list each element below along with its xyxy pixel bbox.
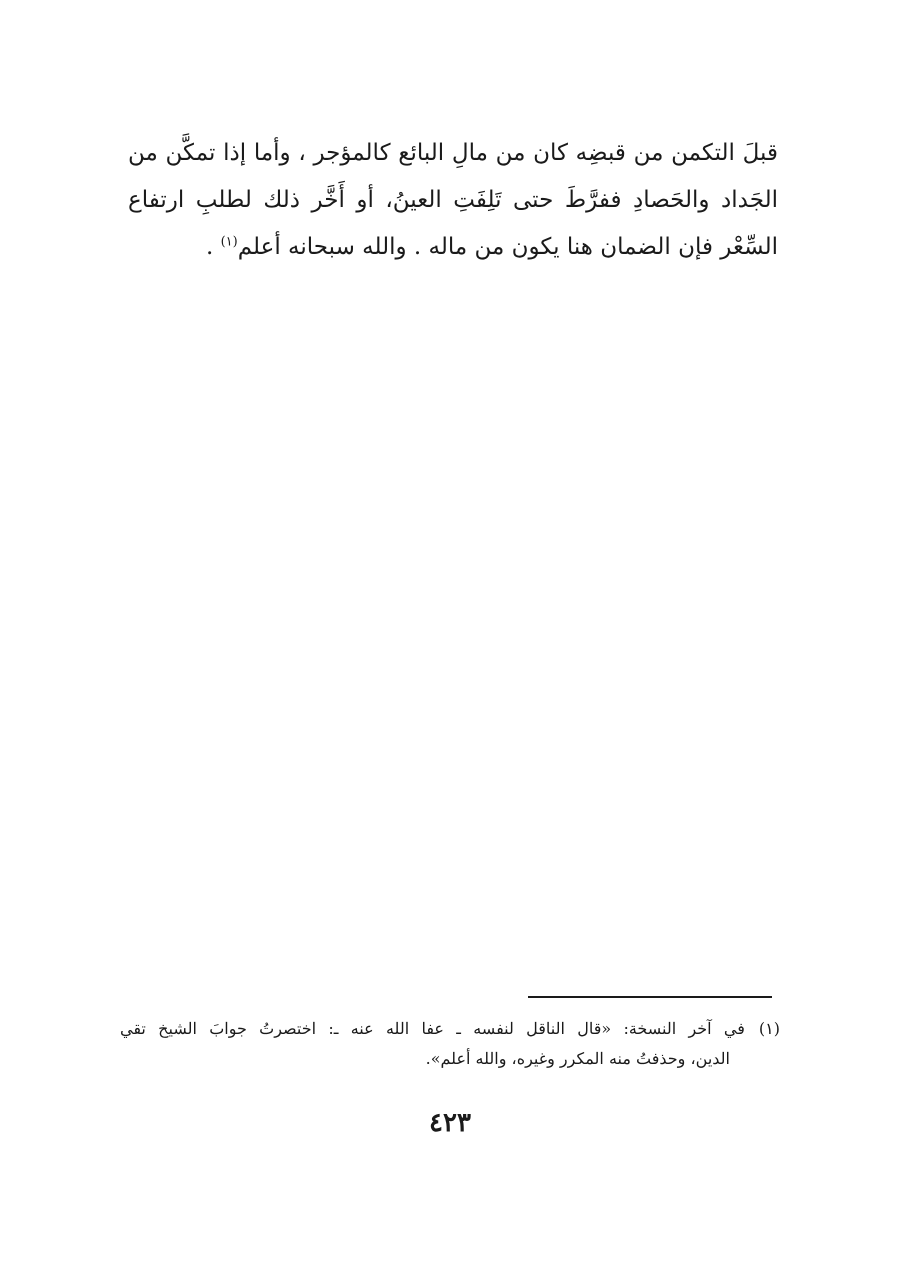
text-line-2: الجَداد والحَصادِ ففرَّطَ حتى تَلِفَتِ العينُ، أو أَخَّر ذلك لطلبِ ارتفاع bbox=[128, 187, 778, 213]
footnote-separator bbox=[528, 996, 772, 998]
page-number: ٤٢٣ bbox=[429, 1108, 471, 1138]
footnote-reference[interactable]: (١) bbox=[220, 234, 238, 250]
text-line-3-content: السِّعْر فإن الضمان هنا يكون من ماله . والله سبحانه أعلم bbox=[237, 234, 778, 260]
text-line-3-end: . bbox=[205, 234, 221, 260]
text-line-3 bbox=[128, 224, 778, 271]
text-line-1: قبلَ التكمن من قبضِه كان من مالِ البائع كالمؤجر ، وأما إذا تمكَّن من bbox=[128, 140, 778, 166]
main-text bbox=[128, 130, 778, 271]
footnote-text-1: في آخر النسخة: «قال الناقل لنفسه ـ عفا الله عنه ـ: اختصرتُ جوابَ الشيخ تقي bbox=[120, 1019, 745, 1038]
footnote-line-2: الدين، وحذفتُ منه المكرر وغيره، والله أعلم». bbox=[425, 1049, 730, 1068]
footnote-number: (١) bbox=[758, 1019, 780, 1038]
footnotes bbox=[120, 1014, 780, 1074]
footnote-line-1 bbox=[120, 1014, 780, 1044]
